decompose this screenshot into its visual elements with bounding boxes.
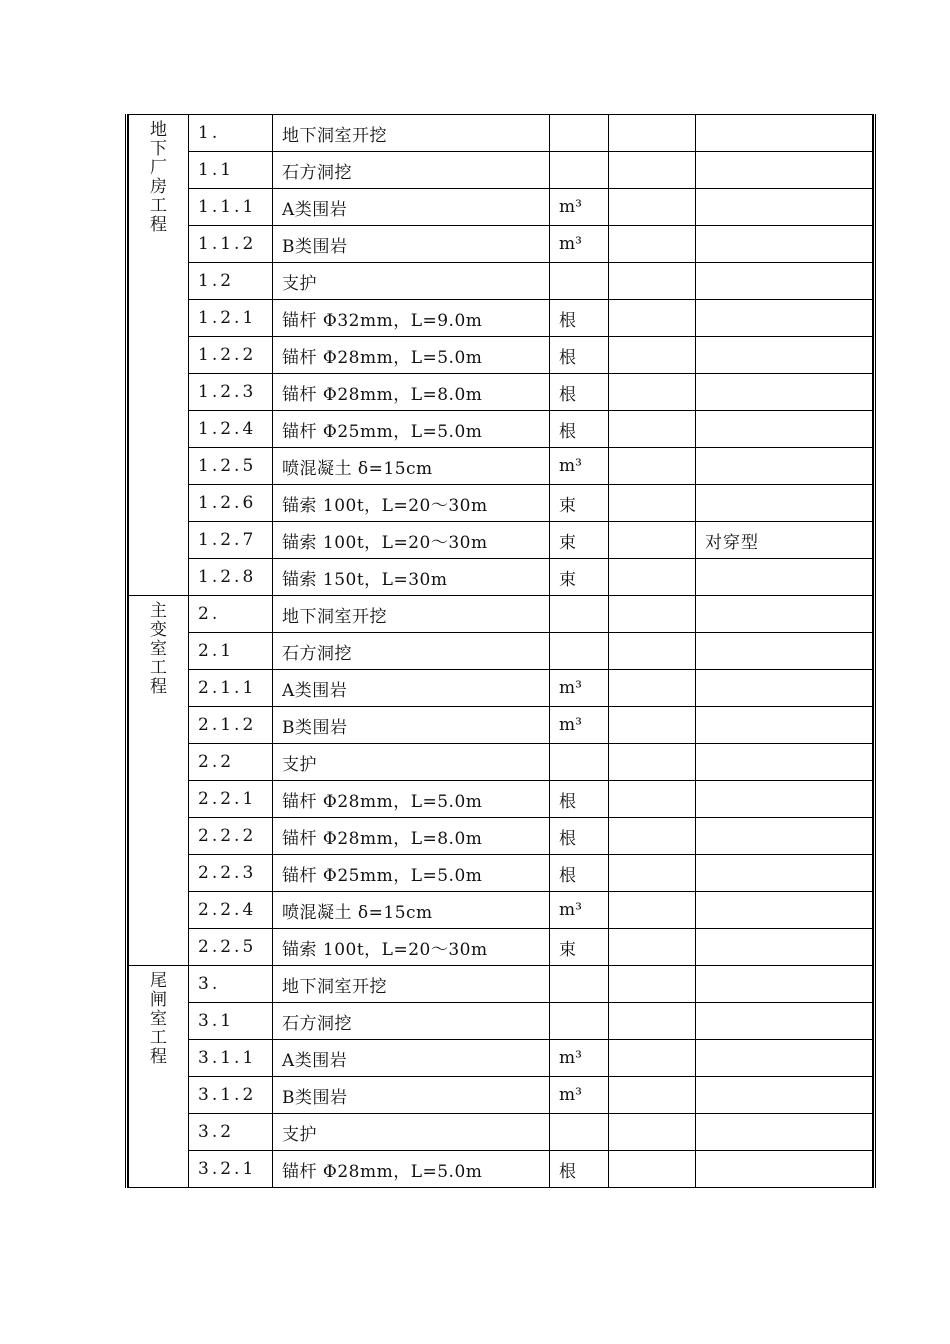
item-unit bbox=[550, 263, 609, 300]
item-quantity bbox=[609, 744, 696, 781]
item-quantity bbox=[609, 596, 696, 633]
item-quantity bbox=[609, 411, 696, 448]
table-row bbox=[129, 1077, 873, 1114]
item-name: 喷混凝土 δ=15cm bbox=[273, 448, 550, 485]
item-unit bbox=[550, 966, 609, 1003]
item-name: 锚杆 Φ28mm，L=5.0m bbox=[273, 1151, 550, 1188]
item-name: 锚索 150t，L=30m bbox=[273, 559, 550, 596]
item-code: 1.2 bbox=[189, 263, 273, 300]
item-name: B类围岩 bbox=[273, 707, 550, 744]
item-code: 1. bbox=[189, 115, 273, 152]
bill-of-quantities-sheet bbox=[125, 114, 876, 1188]
item-quantity bbox=[609, 966, 696, 1003]
item-name: A类围岩 bbox=[273, 1040, 550, 1077]
item-note bbox=[696, 707, 873, 744]
table-row bbox=[129, 559, 873, 596]
table-row bbox=[129, 448, 873, 485]
item-name: 锚杆 Φ25mm，L=5.0m bbox=[273, 855, 550, 892]
item-unit bbox=[550, 152, 609, 189]
item-name: A类围岩 bbox=[273, 670, 550, 707]
item-name: 地下洞室开挖 bbox=[273, 115, 550, 152]
item-note bbox=[696, 189, 873, 226]
item-quantity bbox=[609, 485, 696, 522]
item-code: 2.2.5 bbox=[189, 929, 273, 966]
item-quantity bbox=[609, 818, 696, 855]
item-note bbox=[696, 448, 873, 485]
item-quantity bbox=[609, 152, 696, 189]
table-row bbox=[129, 1040, 873, 1077]
item-note bbox=[696, 744, 873, 781]
table-row bbox=[129, 374, 873, 411]
item-name: 锚杆 Φ28mm，L=5.0m bbox=[273, 337, 550, 374]
item-note bbox=[696, 929, 873, 966]
section-name-cell bbox=[129, 596, 189, 966]
item-note bbox=[696, 300, 873, 337]
item-code: 3.2 bbox=[189, 1114, 273, 1151]
table-row bbox=[129, 707, 873, 744]
item-unit: 根 bbox=[550, 411, 609, 448]
table-row bbox=[129, 189, 873, 226]
item-unit bbox=[550, 744, 609, 781]
item-unit: m³ bbox=[550, 226, 609, 263]
item-name: 锚索 100t，L=20～30m bbox=[273, 485, 550, 522]
item-name: 锚索 100t，L=20～30m bbox=[273, 522, 550, 559]
item-name: B类围岩 bbox=[273, 226, 550, 263]
item-code: 1.2.7 bbox=[189, 522, 273, 559]
item-note bbox=[696, 115, 873, 152]
table-row bbox=[129, 522, 873, 559]
item-unit: 束 bbox=[550, 485, 609, 522]
item-code: 1.2.1 bbox=[189, 300, 273, 337]
item-unit bbox=[550, 633, 609, 670]
section-name-cell bbox=[129, 115, 189, 596]
item-code: 3.1.2 bbox=[189, 1077, 273, 1114]
table-row bbox=[129, 818, 873, 855]
item-code: 1.1.2 bbox=[189, 226, 273, 263]
item-code: 2.2.4 bbox=[189, 892, 273, 929]
item-note bbox=[696, 226, 873, 263]
item-quantity bbox=[609, 522, 696, 559]
table-row bbox=[129, 226, 873, 263]
item-note bbox=[696, 596, 873, 633]
item-quantity bbox=[609, 1114, 696, 1151]
item-name: 锚杆 Φ28mm，L=5.0m bbox=[273, 781, 550, 818]
item-quantity bbox=[609, 892, 696, 929]
item-code: 2.1.2 bbox=[189, 707, 273, 744]
item-note bbox=[696, 152, 873, 189]
item-name: 石方洞挖 bbox=[273, 152, 550, 189]
item-quantity bbox=[609, 1077, 696, 1114]
table-row bbox=[129, 670, 873, 707]
item-name: 喷混凝土 δ=15cm bbox=[273, 892, 550, 929]
item-unit bbox=[550, 1003, 609, 1040]
item-name: 地下洞室开挖 bbox=[273, 966, 550, 1003]
item-unit: m³ bbox=[550, 892, 609, 929]
item-unit: 根 bbox=[550, 855, 609, 892]
item-name: B类围岩 bbox=[273, 1077, 550, 1114]
item-code: 2.2.2 bbox=[189, 818, 273, 855]
item-quantity bbox=[609, 189, 696, 226]
item-note bbox=[696, 485, 873, 522]
item-unit: m³ bbox=[550, 1040, 609, 1077]
table-row bbox=[129, 152, 873, 189]
item-name: 支护 bbox=[273, 744, 550, 781]
item-quantity bbox=[609, 263, 696, 300]
item-code: 2.1 bbox=[189, 633, 273, 670]
item-unit bbox=[550, 596, 609, 633]
item-unit: 束 bbox=[550, 559, 609, 596]
item-code: 1.2.4 bbox=[189, 411, 273, 448]
table-row bbox=[129, 596, 873, 633]
table-row bbox=[129, 633, 873, 670]
item-unit: 根 bbox=[550, 781, 609, 818]
item-quantity bbox=[609, 1040, 696, 1077]
item-note bbox=[696, 1151, 873, 1188]
table-row bbox=[129, 1114, 873, 1151]
table-body bbox=[129, 115, 873, 1188]
item-quantity bbox=[609, 337, 696, 374]
item-name: 石方洞挖 bbox=[273, 633, 550, 670]
item-quantity bbox=[609, 633, 696, 670]
table-row bbox=[129, 300, 873, 337]
item-quantity bbox=[609, 707, 696, 744]
table-row bbox=[129, 744, 873, 781]
item-unit: 根 bbox=[550, 337, 609, 374]
item-code: 2.2.1 bbox=[189, 781, 273, 818]
item-code: 3.2.1 bbox=[189, 1151, 273, 1188]
item-code: 2.2 bbox=[189, 744, 273, 781]
table-row bbox=[129, 115, 873, 152]
table-row bbox=[129, 411, 873, 448]
item-quantity bbox=[609, 1003, 696, 1040]
table-row bbox=[129, 1003, 873, 1040]
item-code: 3. bbox=[189, 966, 273, 1003]
item-name: 锚杆 Φ25mm，L=5.0m bbox=[273, 411, 550, 448]
item-unit: m³ bbox=[550, 670, 609, 707]
item-name: 支护 bbox=[273, 263, 550, 300]
table-row bbox=[129, 1151, 873, 1188]
item-code: 1.2.6 bbox=[189, 485, 273, 522]
table-row bbox=[129, 337, 873, 374]
item-unit: 根 bbox=[550, 300, 609, 337]
section-name: 尾闸室工程 bbox=[150, 971, 167, 1067]
item-note bbox=[696, 411, 873, 448]
item-note bbox=[696, 892, 873, 929]
item-note: 对穿型 bbox=[696, 522, 873, 559]
item-unit: m³ bbox=[550, 1077, 609, 1114]
section-name: 主变室工程 bbox=[150, 601, 167, 697]
table-row bbox=[129, 263, 873, 300]
item-unit: 根 bbox=[550, 374, 609, 411]
item-quantity bbox=[609, 300, 696, 337]
item-code: 1.2.5 bbox=[189, 448, 273, 485]
item-code: 3.1.1 bbox=[189, 1040, 273, 1077]
table-row bbox=[129, 892, 873, 929]
item-unit: m³ bbox=[550, 448, 609, 485]
item-code: 2. bbox=[189, 596, 273, 633]
table-row bbox=[129, 485, 873, 522]
item-code: 1.2.3 bbox=[189, 374, 273, 411]
item-quantity bbox=[609, 855, 696, 892]
item-unit: 根 bbox=[550, 1151, 609, 1188]
item-code: 1.1 bbox=[189, 152, 273, 189]
item-note bbox=[696, 670, 873, 707]
item-note bbox=[696, 633, 873, 670]
item-unit: m³ bbox=[550, 707, 609, 744]
item-quantity bbox=[609, 448, 696, 485]
item-note bbox=[696, 855, 873, 892]
item-name: 地下洞室开挖 bbox=[273, 596, 550, 633]
item-quantity bbox=[609, 374, 696, 411]
item-quantity bbox=[609, 559, 696, 596]
item-note bbox=[696, 781, 873, 818]
item-name: 石方洞挖 bbox=[273, 1003, 550, 1040]
item-note bbox=[696, 1114, 873, 1151]
item-note bbox=[696, 1077, 873, 1114]
item-name: 支护 bbox=[273, 1114, 550, 1151]
table-row bbox=[129, 855, 873, 892]
item-note bbox=[696, 818, 873, 855]
item-quantity bbox=[609, 115, 696, 152]
section-name: 地下厂房工程 bbox=[150, 120, 167, 235]
table-row bbox=[129, 966, 873, 1003]
item-quantity bbox=[609, 226, 696, 263]
item-code: 1.2.2 bbox=[189, 337, 273, 374]
item-name: A类围岩 bbox=[273, 189, 550, 226]
item-note bbox=[696, 374, 873, 411]
item-quantity bbox=[609, 929, 696, 966]
item-note bbox=[696, 559, 873, 596]
item-note bbox=[696, 966, 873, 1003]
item-code: 1.2.8 bbox=[189, 559, 273, 596]
item-code: 1.1.1 bbox=[189, 189, 273, 226]
item-code: 3.1 bbox=[189, 1003, 273, 1040]
item-unit: 根 bbox=[550, 818, 609, 855]
item-quantity bbox=[609, 1151, 696, 1188]
item-unit bbox=[550, 1114, 609, 1151]
item-name: 锚杆 Φ32mm，L=9.0m bbox=[273, 300, 550, 337]
item-unit: m³ bbox=[550, 189, 609, 226]
bill-of-quantities-table bbox=[128, 114, 873, 1188]
item-code: 2.1.1 bbox=[189, 670, 273, 707]
item-quantity bbox=[609, 781, 696, 818]
item-note bbox=[696, 263, 873, 300]
item-unit bbox=[550, 115, 609, 152]
item-note bbox=[696, 1003, 873, 1040]
item-unit: 束 bbox=[550, 522, 609, 559]
item-quantity bbox=[609, 670, 696, 707]
item-note bbox=[696, 337, 873, 374]
item-note bbox=[696, 1040, 873, 1077]
item-unit: 束 bbox=[550, 929, 609, 966]
item-name: 锚杆 Φ28mm，L=8.0m bbox=[273, 374, 550, 411]
section-name-cell bbox=[129, 966, 189, 1188]
table-row bbox=[129, 781, 873, 818]
item-name: 锚杆 Φ28mm，L=8.0m bbox=[273, 818, 550, 855]
item-code: 2.2.3 bbox=[189, 855, 273, 892]
item-name: 锚索 100t，L=20～30m bbox=[273, 929, 550, 966]
table-row bbox=[129, 929, 873, 966]
